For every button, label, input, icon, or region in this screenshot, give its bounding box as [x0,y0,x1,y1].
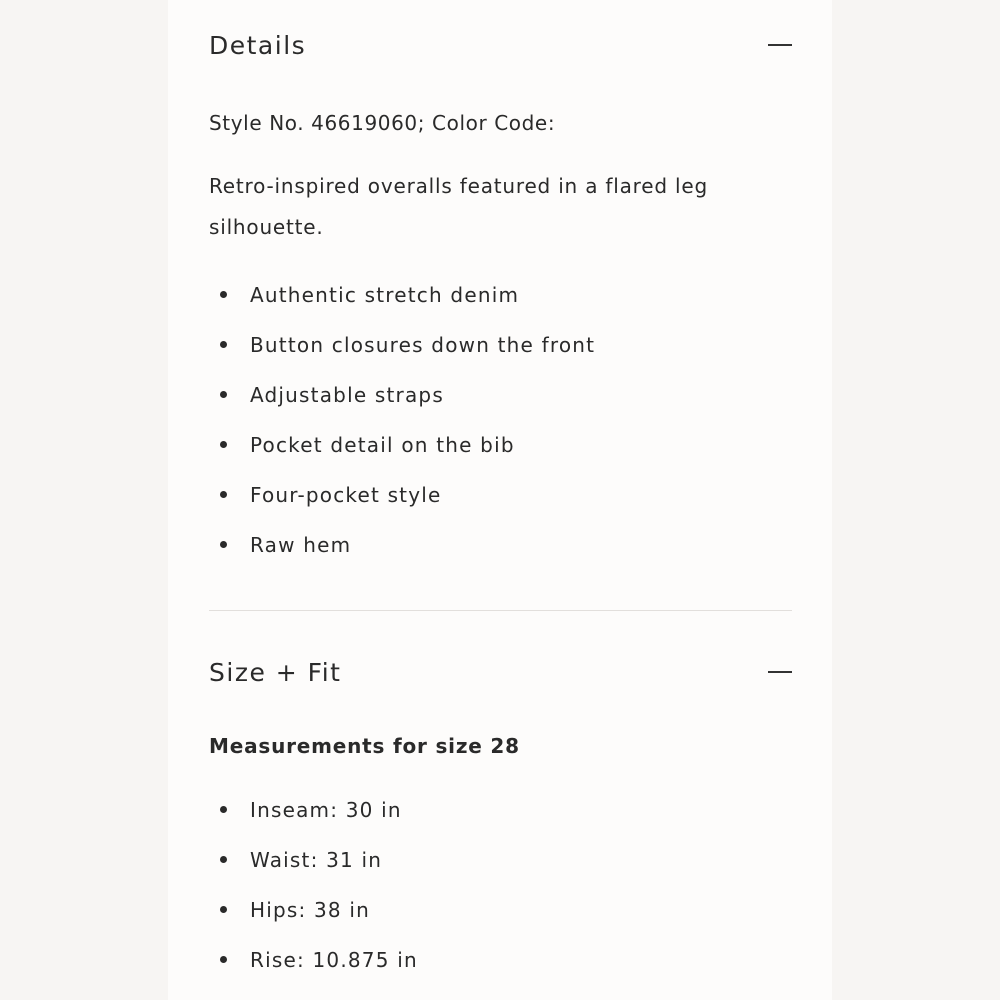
list-item-text: Inseam: 30 in [250,798,402,822]
list-item-text: Pocket detail on the bib [250,433,515,457]
measurements-heading: Measurements for size 28 [209,734,520,758]
minus-icon [768,671,792,673]
section-divider [209,610,792,611]
list-item-text: Four-pocket style [250,483,442,507]
bullet-icon [220,856,227,863]
list-item-text: Rise: 10.875 in [250,948,418,972]
details-list [209,270,792,570]
style-number: Style No. 46619060; Color Code: [209,111,556,135]
size-fit-collapse-button[interactable] [768,662,792,682]
bullet-icon [220,906,227,913]
measurements-list [209,785,792,985]
list-item [209,885,792,935]
size-fit-title: Size + Fit [209,657,342,687]
size-fit-accordion-header[interactable] [209,655,792,689]
details-accordion-header[interactable] [209,28,792,62]
list-item-text: Waist: 31 in [250,848,383,872]
list-item [209,520,792,570]
details-title: Details [209,30,307,60]
details-collapse-button[interactable] [768,35,792,55]
minus-icon [768,44,792,46]
list-item [209,470,792,520]
list-item-text: Adjustable straps [250,383,444,407]
list-item-text: Button closures down the front [250,333,596,357]
list-item [209,835,792,885]
bullet-icon [220,806,227,813]
bullet-icon [220,491,227,498]
list-item [209,270,792,320]
bullet-icon [220,391,227,398]
bullet-icon [220,541,227,548]
list-item [209,320,792,370]
list-item [209,785,792,835]
bullet-icon [220,341,227,348]
product-description: Retro-inspired overalls featured in a flared leg silhouette. [209,174,708,239]
list-item [209,420,792,470]
bullet-icon [220,956,227,963]
list-item [209,935,792,985]
list-item-text: Authentic stretch denim [250,283,520,307]
bullet-icon [220,441,227,448]
bullet-icon [220,291,227,298]
list-item-text: Hips: 38 in [250,898,371,922]
list-item-text: Raw hem [250,533,352,557]
list-item [209,370,792,420]
